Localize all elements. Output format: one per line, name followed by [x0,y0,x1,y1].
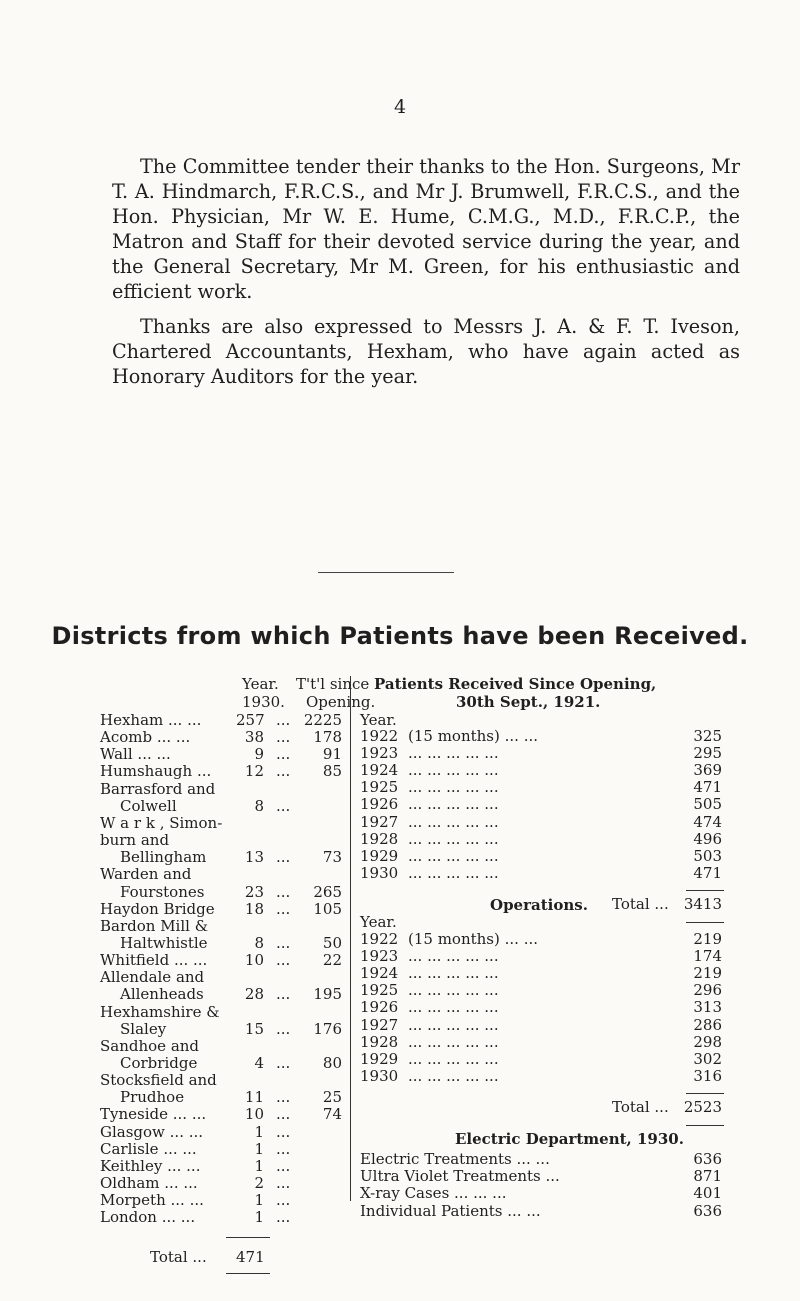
districts-total-value: 471 [236,1247,265,1266]
year-cell: 1925 [360,981,399,1000]
thanks-paragraph-1: The Committee tender their thanks to the Hon. Surgeons, Mr T. A. Hindmarch, F.R.C.S., and Mr J. Brumwell, F.R.C.S., and the Hon. Physician, Mr W. E. Hume, C.M.G., M.D., F.R.C.P., the Matron and Staff for their devoted service during the year, and the General Secretary, Mr M. Green, for his enthusiastic and efficient work. [112,155,740,303]
district-name: Whitfield ... ... [100,951,208,970]
districts-total-label: Total ... [150,1247,207,1266]
district-total-since-opening: 176 [313,1019,342,1038]
year-cell: 1928 [360,829,399,848]
district-year-count: 23 [244,882,264,901]
year-cell: 1926 [360,998,399,1017]
operations-title: Operations. [490,896,588,914]
year-cell: 1922 [360,727,399,745]
column-header-year: Year. [242,675,279,693]
district-name: Stocksfield and [100,1071,217,1090]
row-value: 474 [693,812,722,831]
dot-leader: ... [276,1088,291,1107]
district-total-since-opening: 105 [313,899,342,918]
district-name: Warden and [100,865,192,884]
row-note: (15 months) ... ... [408,727,539,745]
dot-leader: ... [276,985,291,1004]
row-note: ... ... ... ... ... [408,947,499,966]
row-value: 286 [693,1015,722,1034]
electric-title: Electric Department, 1930. [455,1130,684,1148]
row-note: (15 months) ... ... [408,930,539,948]
dot-leader: ... [276,882,291,901]
total-rule [686,1093,724,1094]
dot-leader: ... [276,1105,291,1124]
district-year-count: 18 [244,899,264,918]
row-note: ... ... ... ... ... [408,981,499,1000]
row-value: 369 [693,761,722,780]
row-note: ... ... ... ... ... [408,778,499,797]
year-cell: 1928 [360,1032,399,1051]
thanks-paragraph-2: Thanks are also expressed to Messrs J. A. & F. T. Iveson, Chartered Accountants, Hexham, who have again acted as Honorary Auditors for the year. [112,315,740,388]
district-year-count: 12 [244,762,264,781]
dot-leader: ... [276,1156,291,1175]
row-value: 313 [693,998,722,1017]
district-total-since-opening: 265 [313,882,342,901]
district-year-count: 1 [254,1156,264,1175]
patients-subtitle: 30th Sept., 1921. [456,693,601,711]
row-note: ... ... ... ... ... [408,1032,499,1051]
year-cell: 1922 [360,930,399,948]
district-name: Bellingham [120,848,207,867]
district-total-since-opening: 25 [322,1088,342,1107]
district-name: Corbridge [120,1054,198,1072]
district-name: Humshaugh ... [100,762,212,781]
row-note: ... ... ... ... ... [408,1066,499,1085]
year-cell: 1930 [360,863,399,882]
district-year-count: 1 [254,1191,264,1210]
year-cell: 1927 [360,1015,399,1034]
district-year-count: 10 [244,951,264,970]
dot-leader: ... [276,933,291,952]
district-name: Colwell [120,796,177,815]
patients-title: Patients Received Since Opening, [374,675,657,693]
electric-row-value: 401 [693,1184,722,1203]
column-header-total: T't'l since [296,675,370,693]
district-year-count: 28 [244,985,264,1004]
dot-leader: ... [276,951,291,970]
district-total-since-opening: 22 [322,951,342,970]
row-note: ... ... ... ... ... [408,1015,499,1034]
year-cell: 1927 [360,812,399,831]
row-value: 302 [693,1049,722,1068]
column-divider [350,676,351,1201]
dot-leader: ... [276,1174,291,1193]
district-name: Bardon Mill & [100,916,209,935]
row-note: ... ... ... ... ... [408,863,499,882]
district-year-count: 8 [254,933,264,952]
district-year-count: 10 [244,1105,264,1124]
total-label: Total ... [612,894,669,913]
district-name: W a r k , Simon- [100,813,223,832]
district-name: Haltwhistle [120,933,208,952]
district-name: Fourstones [120,882,205,901]
row-note: ... ... ... ... ... [408,761,499,780]
row-note: ... ... ... ... ... [408,846,499,865]
total-label: Total ... [612,1097,669,1116]
year-cell: 1929 [360,846,399,865]
district-year-count: 11 [244,1088,264,1107]
year-cell: 1924 [360,761,399,780]
dot-leader: ... [276,745,291,764]
electric-row-label: Ultra Violet Treatments ... [360,1167,560,1186]
year-cell: 1930 [360,1066,399,1085]
row-note: ... ... ... ... ... [408,964,499,983]
total-rule-bottom [686,1125,724,1126]
row-note: ... ... ... ... ... [408,998,499,1017]
total-value: 2523 [683,1097,722,1116]
district-name: Carlisle ... ... [100,1139,197,1158]
electric-row-value: 871 [693,1167,722,1186]
row-note: ... ... ... ... ... [408,795,499,814]
district-total-since-opening: 80 [322,1054,342,1072]
row-note: ... ... ... ... ... [408,829,499,848]
row-note: ... ... ... ... ... [408,812,499,831]
year-label: Year. [360,711,397,729]
total-rule [226,1237,270,1238]
row-note: ... ... ... ... ... [408,1049,499,1068]
district-year-count: 2 [254,1174,264,1193]
dot-leader: ... [276,796,291,815]
district-year-count: 15 [244,1019,264,1038]
row-note: ... ... ... ... ... [408,744,499,763]
district-year-count: 1 [254,1208,264,1227]
year-cell: 1923 [360,947,399,966]
page-number: 4 [393,96,407,118]
district-name: Acomb ... ... [100,728,191,747]
district-total-since-opening: 50 [322,933,342,952]
dot-leader: ... [276,1019,291,1038]
year-cell: 1925 [360,778,399,797]
district-name: Hexhamshire & [100,1002,220,1021]
year-cell: 1929 [360,1049,399,1068]
district-name: burn and [100,831,170,850]
district-name: Glasgow ... ... [100,1122,204,1141]
dot-leader: ... [276,1054,291,1072]
row-value: 219 [693,930,722,948]
district-year-count: 1 [254,1139,264,1158]
dot-leader: ... [276,1139,291,1158]
district-total-since-opening: 178 [313,728,342,747]
district-name: Sandhoe and [100,1036,200,1055]
row-value: 316 [693,1066,722,1085]
electric-row-label: Electric Treatments ... ... [360,1150,550,1168]
district-name: Morpeth ... ... [100,1191,204,1210]
district-name: Barrasford and [100,779,216,798]
total-rule-bottom [686,922,724,923]
total-rule [686,890,724,891]
district-total-since-opening: 2225 [303,711,342,729]
row-value: 295 [693,744,722,763]
row-value: 325 [693,727,722,745]
row-value: 505 [693,795,722,814]
district-name: Wall ... ... [100,745,171,764]
row-value: 174 [693,947,722,966]
row-value: 296 [693,981,722,1000]
district-total-since-opening: 73 [322,848,342,867]
district-year-count: 257 [236,711,265,729]
district-name: Prudhoe [120,1088,185,1107]
dot-leader: ... [276,1208,291,1227]
row-value: 496 [693,829,722,848]
electric-row-value: 636 [693,1150,722,1168]
electric-row-label: Individual Patients ... ... [360,1201,541,1220]
row-value: 219 [693,964,722,983]
district-year-count: 4 [254,1054,264,1072]
dot-leader: ... [276,762,291,781]
district-total-since-opening: 85 [322,762,342,781]
district-name: Slaley [120,1019,167,1038]
electric-row-value: 636 [693,1201,722,1220]
district-name: Oldham ... ... [100,1174,198,1193]
districts-heading: Districts from which Patients have been Received. [51,622,749,650]
dot-leader: ... [276,1122,291,1141]
district-year-count: 8 [254,796,264,815]
district-name: Allenheads [120,985,204,1004]
divider-rule [318,572,454,573]
row-value: 471 [693,778,722,797]
district-total-since-opening: 91 [322,745,342,764]
year-cell: 1924 [360,964,399,983]
total-value: 3413 [683,894,722,913]
year-cell: 1923 [360,744,399,763]
district-total-since-opening: 74 [322,1105,342,1124]
dot-leader: ... [276,899,291,918]
district-name: Keithley ... ... [100,1156,201,1175]
row-value: 503 [693,846,722,865]
district-name: Hexham ... ... [100,711,202,729]
district-name: Allendale and [100,968,205,987]
district-name: Tyneside ... ... [100,1105,207,1124]
row-value: 298 [693,1032,722,1051]
column-header-total-sub: Opening. [306,693,376,711]
district-name: London ... ... [100,1208,196,1227]
dot-leader: ... [276,728,291,747]
year-label: Year. [360,913,397,931]
district-total-since-opening: 195 [313,985,342,1004]
column-header-year-value: 1930. [242,693,285,711]
district-year-count: 9 [254,745,264,764]
district-year-count: 1 [254,1122,264,1141]
year-cell: 1926 [360,795,399,814]
dot-leader: ... [276,1191,291,1210]
row-value: 471 [693,863,722,882]
dot-leader: ... [276,711,291,729]
district-name: Haydon Bridge [100,899,215,918]
district-year-count: 13 [244,848,264,867]
electric-row-label: X-ray Cases ... ... ... [360,1184,507,1203]
dot-leader: ... [276,848,291,867]
total-rule-bottom [226,1273,270,1274]
district-year-count: 38 [244,728,264,747]
